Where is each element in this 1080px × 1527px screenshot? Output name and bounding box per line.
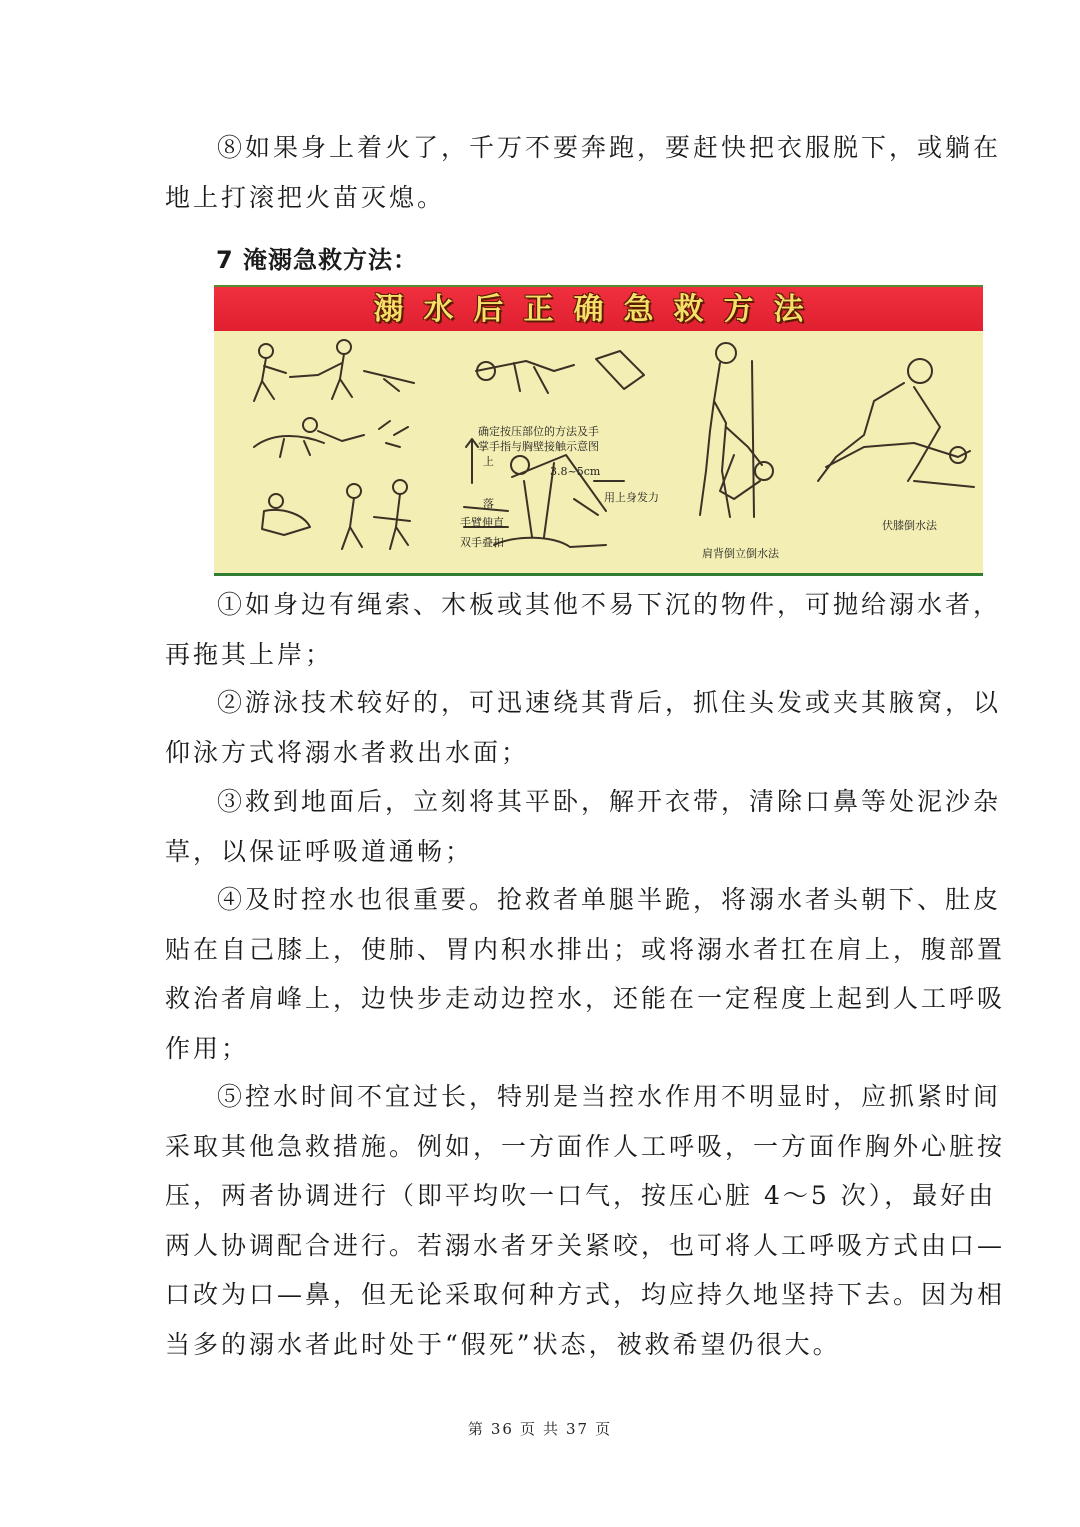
paragraph-line: ②游泳技术较好的，可迅速绕其背后，抓住头发或夹其腋窝，以	[217, 688, 1002, 717]
paragraph-line: 再拖其上岸；	[165, 639, 334, 669]
poster-label: 双手叠扣	[460, 536, 504, 549]
paragraph-line: ④及时控水也很重要。抢救者单腿半跪，将溺水者头朝下、肚皮	[217, 885, 1002, 914]
shoulder-inversion-sketch	[700, 343, 773, 517]
footer-text: 页	[519, 1420, 537, 1438]
paragraph-item-4	[165, 875, 1006, 1073]
paragraph-item-2	[165, 678, 1002, 777]
drowning-rescue-poster	[214, 285, 983, 576]
section-heading: 7 淹溺急救方法：	[216, 246, 419, 274]
poster-label: 手臂伸直	[460, 516, 504, 529]
poster-label: 3.8~5cm	[550, 465, 601, 478]
poster-caption: 掌手指与胸壁接触示意图	[478, 440, 599, 453]
poster-caption: 伏膝倒水法	[882, 519, 937, 532]
footer-text: 共	[543, 1420, 561, 1438]
swim-rescue-sketch	[254, 418, 408, 457]
poster-title: 溺水后正确急救方法	[373, 292, 824, 327]
paragraph-line: 救治者肩峰上，边快步走动边控水，还能在一定程度上起到人工呼吸	[165, 984, 1006, 1013]
cpr-hand-position-sketch	[476, 351, 644, 393]
rope-rescue-sketch	[254, 340, 414, 401]
knee-drain-sketch	[818, 359, 974, 487]
paragraph-line: ⑤控水时间不宜过长，特别是当控水作用不明显时，应抓紧时间	[217, 1082, 1002, 1111]
poster-label: 落	[483, 497, 494, 510]
paragraph-line: ⑧如果身上着火了，千万不要奔跑，要赶快把衣服脱下，或躺在	[217, 133, 1002, 162]
paragraph-line: 作用；	[165, 1033, 250, 1063]
footer-text: 页	[595, 1420, 613, 1438]
paragraph-line: 压，两者协调进行（即平均吹一口气，按压心脏 4～5 次），最好由	[165, 1181, 997, 1210]
paragraph-line: 仰泳方式将溺水者救出水面；	[165, 737, 530, 767]
carry-rescue-sketch	[262, 480, 410, 549]
paragraph-item-3	[165, 777, 1002, 876]
poster-caption: 确定按压部位的方法及手	[478, 425, 599, 438]
paragraph-line: 当多的溺水者此时处于“假死”状态，被救希望仍很大。	[165, 1329, 841, 1359]
paragraph-line: 草，以保证呼吸道通畅；	[165, 836, 474, 866]
paragraph-line: 贴在自己膝上，使肺、胃内积水排出；或将溺水者扛在肩上，腹部置	[165, 934, 1006, 964]
paragraph-item-1	[165, 580, 1002, 679]
paragraph-line: ③救到地面后，立刻将其平卧，解开衣带，清除口鼻等处泥沙杂	[217, 787, 1002, 816]
page-number: 36	[490, 1420, 514, 1438]
paragraph-line: ①如身边有绳索、木板或其他不易下沉的物件，可抛给溺水者，	[217, 590, 1002, 619]
poster-caption: 肩背倒立倒水法	[702, 547, 779, 560]
poster-label: 用上身发力	[604, 491, 659, 504]
paragraph-line: 采取其他急救措施。例如，一方面作人工呼吸，一方面作胸外心脏按	[165, 1131, 1006, 1161]
paragraph-line: 地上打滚把火苗灭熄。	[165, 182, 446, 212]
page-footer	[0, 1418, 1080, 1439]
paragraph-item-5	[165, 1072, 1006, 1369]
paragraph-item-8	[165, 123, 1002, 222]
footer-text: 第	[467, 1420, 485, 1438]
poster-label: 上	[483, 455, 494, 468]
paragraph-line: 口改为口—鼻，但无论采取何种方式，均应持久地坚持下去。因为相	[165, 1280, 1006, 1309]
paragraph-line: 两人协调配合进行。若溺水者牙关紧咬，也可将人工呼吸方式由口—	[165, 1230, 1006, 1260]
page-total: 37	[566, 1420, 590, 1438]
